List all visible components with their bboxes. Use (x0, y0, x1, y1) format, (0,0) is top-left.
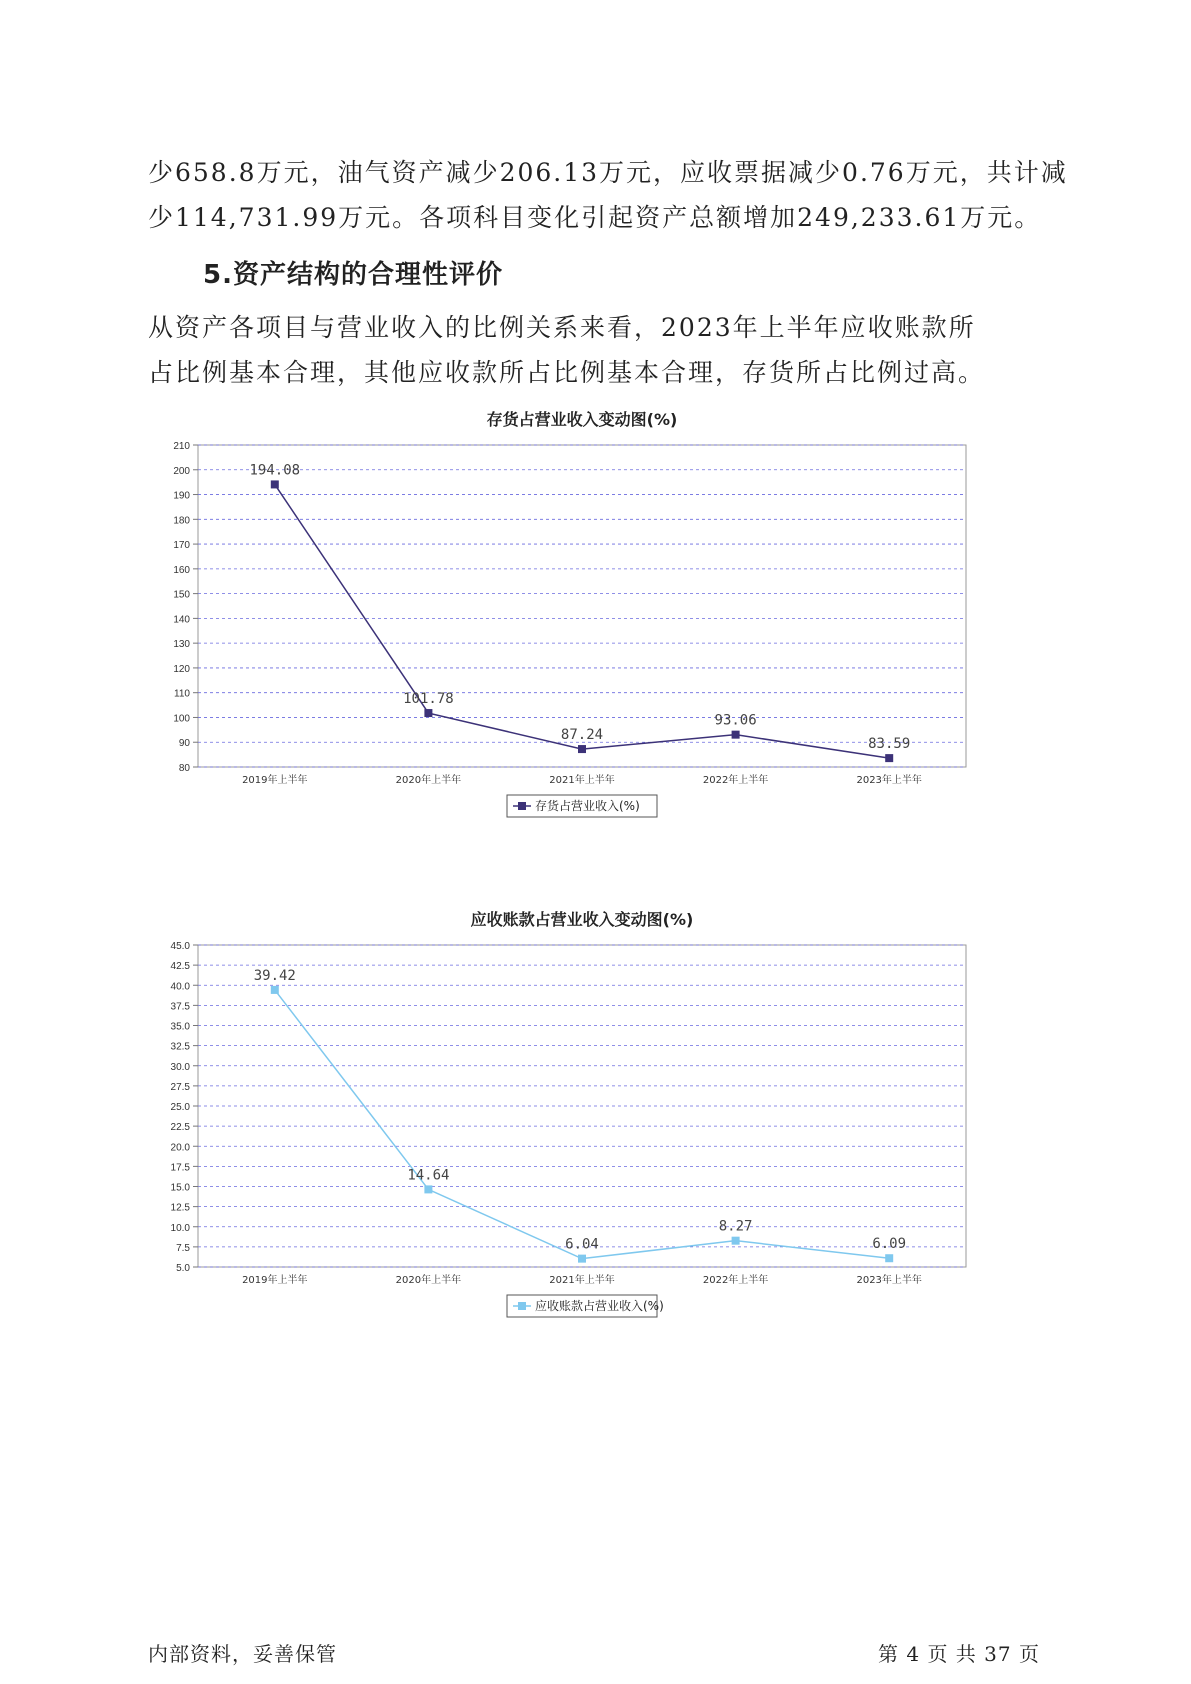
data-point (885, 754, 893, 762)
x-tick-label: 2022年上半年 (702, 1275, 769, 1286)
y-tick-label: 42.5 (170, 961, 190, 973)
data-label: 8.27 (718, 1218, 753, 1235)
y-tick-label: 10.0 (170, 1222, 190, 1234)
x-tick-label: 2023年上半年 (856, 1275, 922, 1286)
series-line (275, 990, 889, 1259)
legend-label: 应收账款占营业收入(%) (535, 1299, 664, 1313)
y-tick-label: 210 (173, 441, 190, 452)
footer-note: 内部资料，妥善保管 (148, 1642, 337, 1666)
data-label: 101.78 (403, 691, 454, 708)
y-tick-label: 20.0 (170, 1142, 190, 1154)
x-tick-label: 2019年上半年 (242, 775, 308, 786)
data-point (271, 986, 279, 994)
x-tick-label: 2019年上半年 (242, 1275, 308, 1286)
data-label: 14.64 (407, 1167, 450, 1184)
y-tick-label: 17.5 (170, 1162, 190, 1174)
data-point (578, 745, 586, 753)
y-tick-label: 200 (173, 465, 190, 477)
receivables-ratio-chart (160, 910, 1060, 1375)
chart-title: 应收账款占营业收入变动图(%) (470, 910, 694, 929)
paragraph-asset-change (148, 150, 1068, 240)
data-point (424, 709, 432, 717)
data-label: 93.06 (714, 712, 757, 729)
y-tick-label: 130 (173, 639, 190, 651)
inventory-ratio-chart (160, 410, 1060, 875)
y-tick-label: 140 (173, 614, 190, 626)
paragraph-line: 少114,731.99万元。各项科目变化引起资产总额增加249,233.61万元。 (148, 203, 1042, 232)
y-tick-label: 37.5 (170, 1001, 190, 1013)
x-tick-label: 2021年上半年 (549, 1275, 615, 1286)
y-tick-label: 25.0 (170, 1102, 190, 1113)
paragraph-asset-structure (148, 305, 1048, 395)
data-point (885, 1254, 893, 1262)
y-tick-label: 170 (173, 540, 190, 552)
data-label: 39.42 (253, 967, 296, 984)
legend-marker (518, 802, 526, 810)
inventory-ratio-chart-svg (160, 410, 1060, 875)
data-point (732, 731, 740, 739)
section-heading: 5.资产结构的合理性评价 (203, 260, 503, 290)
y-tick-label: 5.0 (176, 1263, 190, 1274)
receivables-ratio-chart-svg (160, 910, 1060, 1375)
y-tick-label: 110 (174, 688, 190, 700)
data-label: 194.08 (249, 462, 301, 479)
paragraph-line: 从资产各项目与营业收入的比例关系来看，2023年上半年应收账款所 (148, 313, 976, 342)
y-tick-label: 150 (173, 589, 190, 601)
paragraph-line: 少658.8万元，油气资产减少206.13万元，应收票据减少0.76万元，共计减 (148, 158, 1068, 187)
page-number: 第 4 页 共 37 页 (878, 1642, 1040, 1666)
y-tick-label: 12.5 (170, 1202, 190, 1214)
y-tick-label: 90 (178, 738, 190, 750)
x-tick-label: 2021年上半年 (549, 775, 615, 786)
y-tick-label: 160 (173, 564, 190, 576)
y-tick-label: 180 (173, 515, 190, 527)
x-tick-label: 2022年上半年 (702, 775, 769, 786)
y-tick-label: 45.0 (170, 941, 190, 952)
chart-title: 存货占营业收入变动图(%) (486, 410, 678, 429)
y-tick-label: 35.0 (170, 1021, 190, 1033)
x-tick-label: 2020年上半年 (395, 1275, 462, 1286)
x-tick-label: 2020年上半年 (395, 775, 462, 786)
y-tick-label: 80 (178, 763, 190, 774)
series-line (275, 484, 889, 758)
data-point (732, 1237, 740, 1245)
data-point (271, 480, 279, 488)
data-point (578, 1255, 586, 1263)
y-tick-label: 32.5 (170, 1041, 190, 1053)
legend-label: 存货占营业收入(%) (535, 799, 640, 813)
y-tick-label: 22.5 (170, 1122, 190, 1134)
plot-area (198, 445, 966, 767)
legend-marker (518, 1302, 526, 1310)
y-tick-label: 15.0 (170, 1182, 190, 1194)
y-tick-label: 190 (173, 490, 190, 502)
y-tick-label: 30.0 (170, 1061, 190, 1073)
data-label: 6.09 (872, 1236, 907, 1253)
y-tick-label: 27.5 (170, 1081, 190, 1093)
y-tick-label: 120 (173, 663, 190, 675)
y-tick-label: 100 (173, 713, 190, 725)
y-tick-label: 40.0 (170, 981, 190, 993)
data-label: 6.04 (565, 1236, 599, 1253)
y-tick-label: 7.5 (176, 1242, 190, 1254)
x-tick-label: 2023年上半年 (856, 775, 922, 786)
paragraph-line: 占比例基本合理，其他应收款所占比例基本合理，存货所占比例过高。 (148, 358, 986, 387)
data-label: 87.24 (560, 727, 604, 744)
data-point (424, 1185, 432, 1193)
data-label: 83.59 (868, 736, 911, 753)
